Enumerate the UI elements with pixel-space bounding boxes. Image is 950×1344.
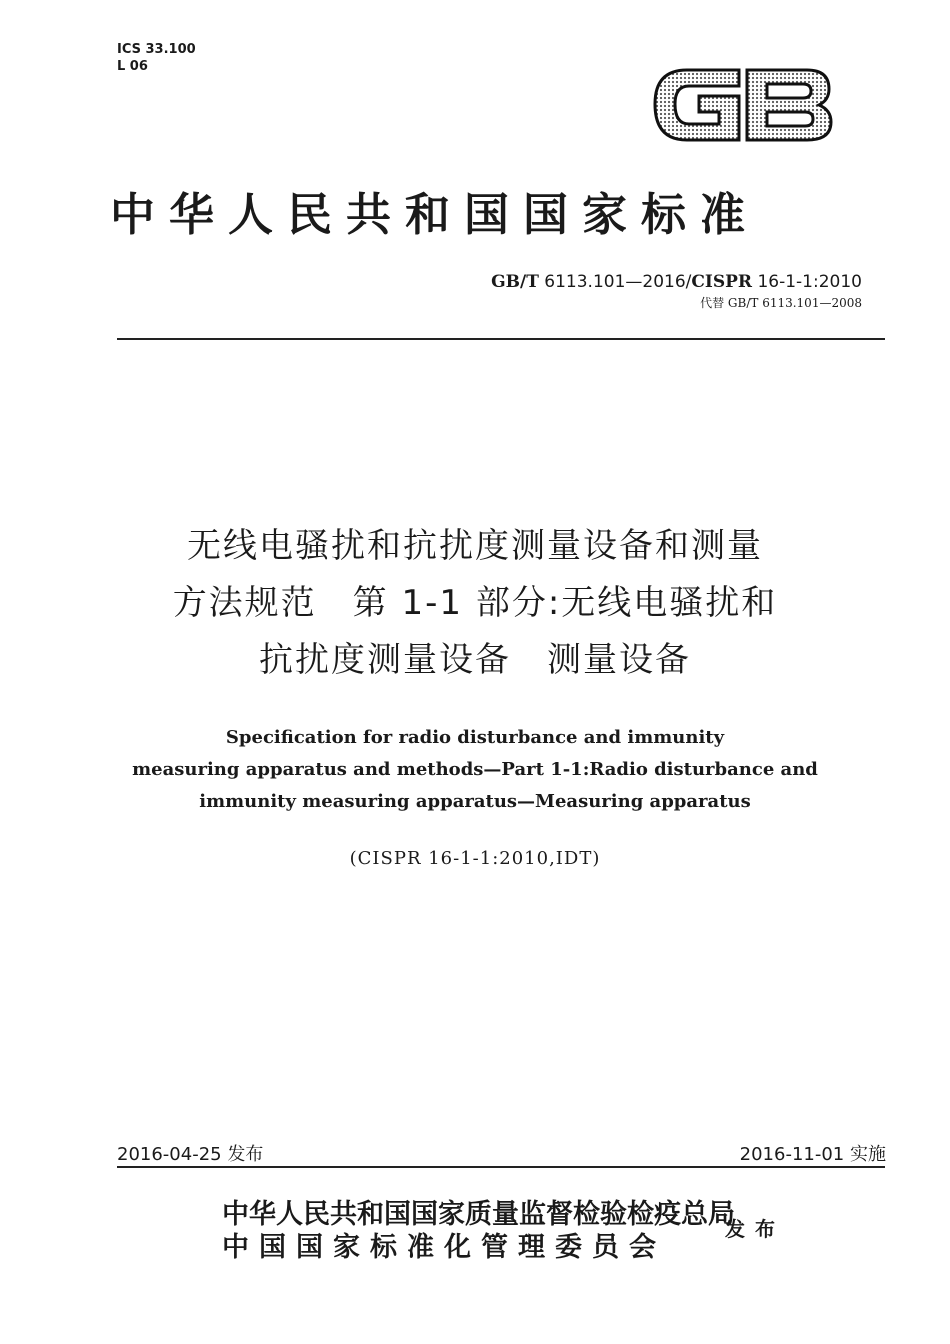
ccs-code: L 06 xyxy=(117,59,148,74)
title-cn-line: 无线电骚扰和抗扰度测量设备和测量 xyxy=(187,526,763,566)
gb-logo xyxy=(647,52,837,156)
ics-codes xyxy=(117,41,196,75)
ics-code: ICS 33.100 xyxy=(117,42,196,57)
standard-prefix: GB/T xyxy=(491,272,539,292)
standard-number xyxy=(491,272,862,292)
title-chinese xyxy=(60,518,890,689)
issuing-authorities xyxy=(222,1198,735,1264)
implement-date: 2016-11-01 实施 xyxy=(739,1144,886,1165)
title-en-line: immunity measuring apparatus—Measuring apparatus xyxy=(199,791,751,812)
title-en-line: measuring apparatus and methods—Part 1-1:Radio disturbance and xyxy=(132,759,818,780)
standard-name: 中华人民共和国国家标准 xyxy=(110,188,760,241)
publish-label: 发布 xyxy=(725,1217,785,1241)
title-english xyxy=(60,722,890,818)
top-divider xyxy=(117,338,885,340)
replaces-note: 代替 GB/T 6113.101—2008 xyxy=(700,296,862,310)
issuer-line: 中华人民共和国国家质量监督检验检疫总局 xyxy=(222,1199,735,1230)
title-cn-line: 方法规范 第 1-1 部分:无线电骚扰和 xyxy=(172,583,778,623)
title-cn-line: 抗扰度测量设备 测量设备 xyxy=(259,640,691,680)
title-en-line: Specification for radio disturbance and immunity xyxy=(225,727,725,748)
cispr-prefix: CISPR xyxy=(691,272,753,292)
standard-number-value: 6113.101—2016/ xyxy=(544,272,692,292)
equivalence-note: (CISPR 16-1-1:2010,IDT) xyxy=(349,848,601,869)
cispr-number: 16-1-1:2010 xyxy=(757,272,862,292)
bottom-divider xyxy=(117,1166,885,1168)
issuer-line: 中国国家标准化管理委员会 xyxy=(222,1232,666,1263)
issue-date: 2016-04-25 发布 xyxy=(117,1144,264,1165)
